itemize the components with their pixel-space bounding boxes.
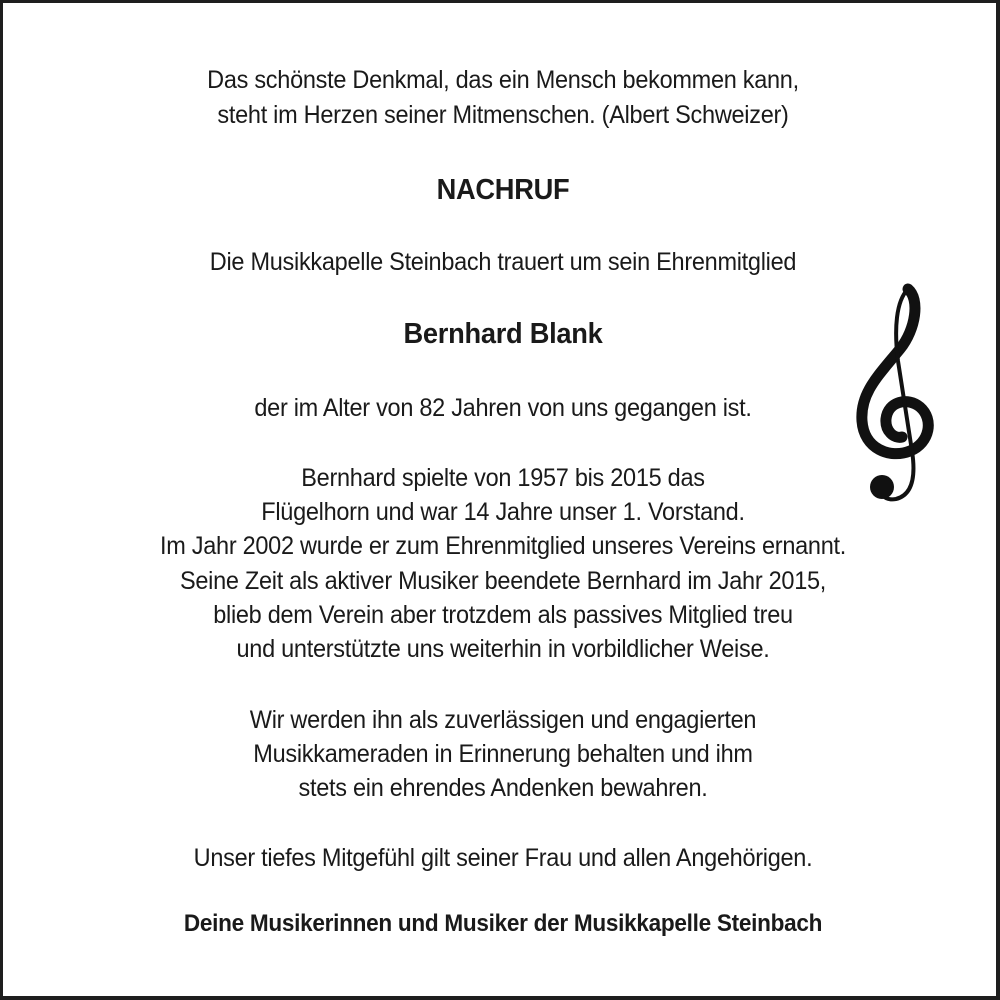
remembrance-line-2: Musikkameraden in Erinnerung behalten und ihm — [253, 740, 753, 768]
intro-text: Die Musikkapelle Steinbach trauert um sein Ehrenmitglied — [209, 248, 797, 276]
biography-line-3: Im Jahr 2002 wurde er zum Ehrenmitglied unseres Vereins ernannt. — [159, 532, 847, 560]
page-title: NACHRUF — [436, 174, 570, 206]
biography-line-5: blieb dem Verein aber trotzdem als passives Mitglied treu — [213, 601, 793, 629]
condolence-text: Unser tiefes Mitgefühl gilt seiner Frau und allen Angehörigen. — [193, 844, 813, 872]
age-text: der im Alter von 82 Jahren von uns gegangen ist. — [254, 394, 752, 422]
biography-line-1: Bernhard spielte von 1957 bis 2015 das — [301, 464, 705, 492]
deceased-name: Bernhard Blank — [403, 318, 603, 350]
signature: Deine Musikerinnen und Musiker der Musikkapelle Steinbach — [183, 910, 823, 937]
quote-line-2: steht im Herzen seiner Mitmenschen. (Albert Schweizer) — [217, 101, 789, 129]
biography-line-2: Flügelhorn und war 14 Jahre unser 1. Vorstand. — [261, 498, 745, 526]
quote-line-1: Das schönste Denkmal, das ein Mensch bekommen kann, — [207, 66, 799, 94]
remembrance-line-1: Wir werden ihn als zuverlässigen und engagierten — [249, 706, 757, 734]
biography-line-6: und unterstützte uns weiterhin in vorbildlicher Weise. — [236, 635, 770, 663]
treble-clef-icon — [848, 281, 948, 511]
remembrance-line-3: stets ein ehrendes Andenken bewahren. — [298, 774, 708, 802]
biography-line-4: Seine Zeit als aktiver Musiker beendete Bernhard im Jahr 2015, — [179, 567, 827, 595]
